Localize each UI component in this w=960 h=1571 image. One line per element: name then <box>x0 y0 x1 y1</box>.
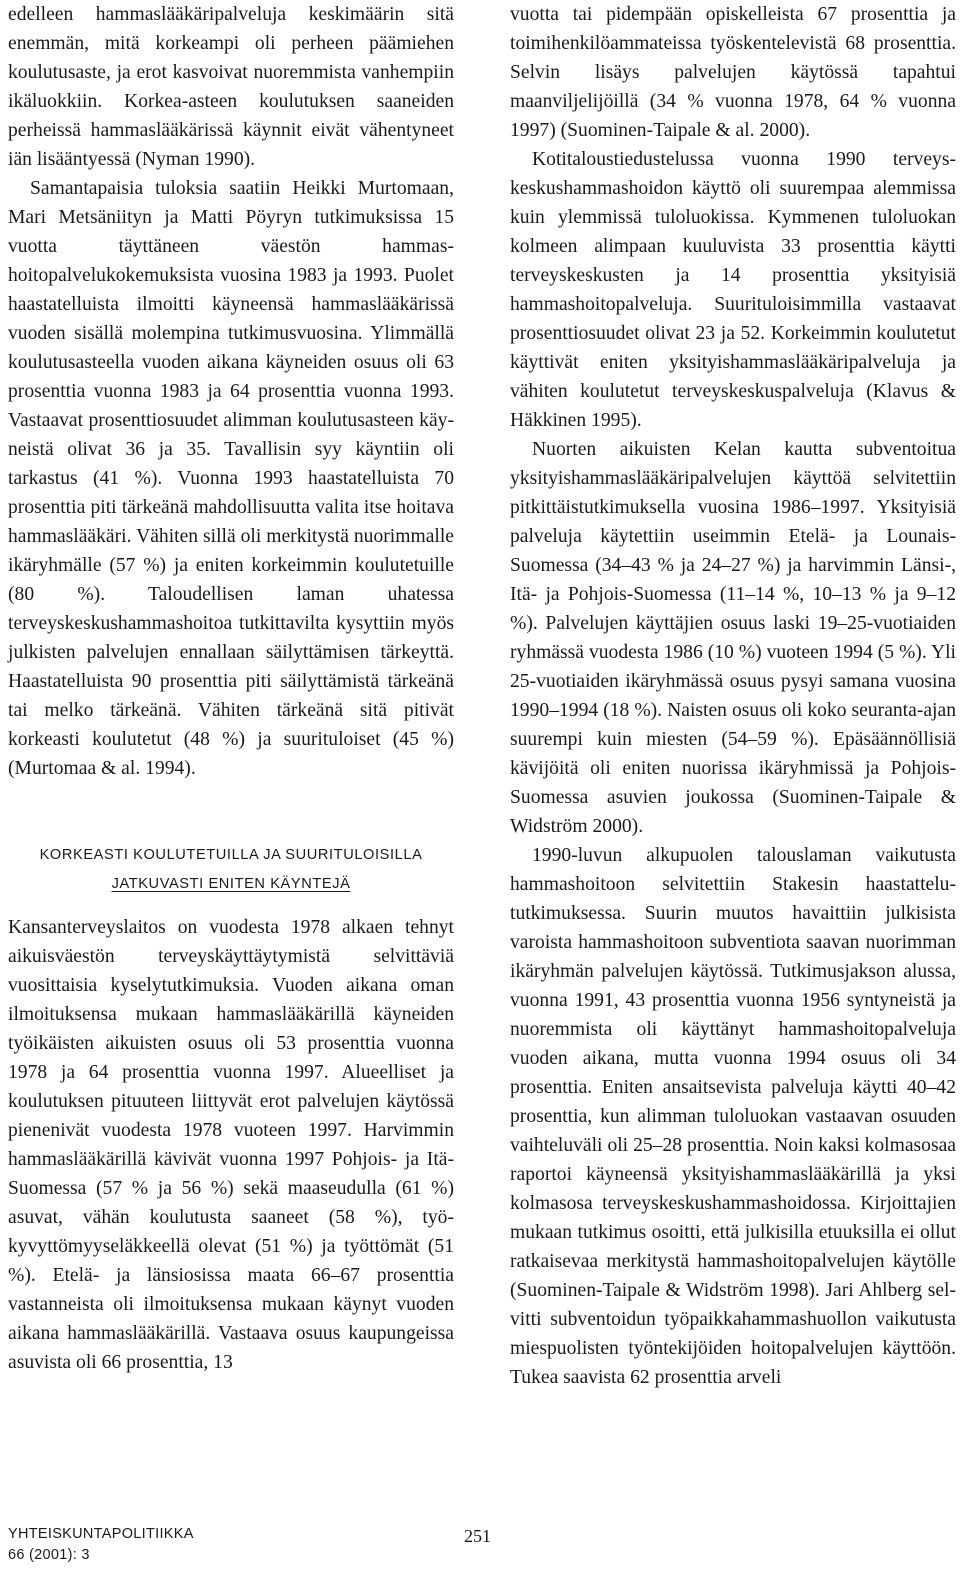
left-paragraph-continuation: edelleen hammaslääkäripalveluja keskimäärin sitä enemmän, mitä korkeampi oli perheen päämiehen koulutusaste, ja erot kasvoivat nuoremmista vanhempiin ikäluokkiin. Korkea-asteen koulutuksen saaneiden perheissä hammaslääkärissä käynnit eivät vähentyneet iän lisääntyessä (Nyman 1990). <box>8 4 454 170</box>
right-paragraph-continuation: vuotta tai pidempään opiskelleista 67 prosenttia ja toimihenkilöammateissa työskentelevistä 68 prosenttia. Selvin lisäys palvelujen käytössä tapahtui maanviljelijöillä (34 % vuonna 1978, 64 % vuonna 1997) (Suominen-Taipale & al. 2000). <box>510 4 956 141</box>
journal-issue: 66 (2001): 3 <box>8 1547 90 1563</box>
right-paragraph-talouslama: 1990-luvun alkupuolen talouslaman vaikutusta hammashoitoon selvitettiin Stakesin haastattelututkimuksessa. Suurin muutos havaittiin julkisista varoista hammashoitoon subventiota saavan nuorimman ikäryhmän palvelujen käytössä. Tutkimusjakson alussa, vuonna 1991, 43 prosenttia vuonna 1956 syntyneistä ja nuoremmista oli käyttänyt hammashoitopalveluja vuoden aikana, mutta vuonna 1994 osuus oli 34 prosenttia. Eniten ansaitsevista palveluja käytti 40–42 prosenttia, kun alimman tuloluokan vastaavan osuuden vaihteluväli oli 25–28 prosenttia. Noin kaksi kolmasosaa raportoi käyneensä yksityishammaslääkärillä ja yksi kolmasosa terveyskeskushammashoidossa. Kirjoittajien mukaan tutkimus osoitti, että julkisilla etuuksilla ei ollut ratkaisevaa merkitystä hammashoitopalvelujen käytölle (Suominen-Taipale & Widström 1998). Jari Ahlberg selvitti subventoidun työpaikkahammashuollon vaikutusta miespuolisten työntekijöiden hoitopalvelujen käyttöön. Tukea saavista 62 prosenttia arveli <box>510 845 956 1388</box>
journal-footer <box>8 1524 194 1566</box>
left-paragraph-kansanterveyslaitos: Kansanterveyslaitos on vuodesta 1978 alkaen tehnyt aikuisväestön terveyskäyttäytymistä selvittäviä vuosittaisia kyselytutkimuksia. Vuoden aikana oman ilmoituksensa mukaan hammaslääkärillä käyneiden työikäisten aikuisten osuus oli 53 prosenttia vuonna 1978 ja 64 prosenttia vuonna 1997. Alueelliset ja koulutuksen pituuteen liittyvät erot palvelujen käytössä pienenivät vuodesta 1978 vuoteen 1997. Harvimmin hammaslääkärillä kävivät vuonna 1997 Pohjois- ja Itä-Suomessa (57 % ja 56 %) sekä maaseudulla (61 %) asuvat, vähän koulutusta saaneet (58 %), työkyvyttömyyseläkkeellä olevat (51 %) ja työttömät (51 %). Etelä- ja länsiosissa maata 66–67 prosenttia vastanneista oli ilmoituksensa mukaan käynyt vuoden aikana hammaslääkärillä. Vastaava osuus kaupungeissa asuvista oli 66 prosenttia, 13 <box>8 917 454 1373</box>
left-text-column <box>8 0 454 1377</box>
right-paragraph-kotitaloustiedustelu: Kotitaloustiedustelussa vuonna 1990 terveyskeskushammashoidon käyttö oli suurempaa alemmissa kuin ylemmissä tuloluokissa. Kymmenen tuloluokan kolmeen alimpaan kuuluvista 33 prosenttia käytti terveyskeskusten ja 14 prosenttia yksityisiä hammashoitopalveluja. Suurituloisimmilla vastaavat prosenttiosuudet olivat 23 ja 52. Korkeimmin koulutetut käyttivät eniten yksityishammaslääkäripalveluja ja vähiten koulutetut terveyskeskuspalveluja (Klavus & Häkkinen 1995). <box>510 149 956 431</box>
page-number: 251 <box>464 1526 491 1546</box>
right-text-column <box>510 0 956 1392</box>
right-paragraph-kela: Nuorten aikuisten Kelan kautta subventoitua yksityishammaslääkäripalvelujen käyttöä selvitettiin pitkittäistutkimuksella vuosina 1986–1997. Yksityisiä palveluja käytettiin useimmin Etelä- ja Lounais-Suomessa (34–43 % ja 24–27 %) ja harvimmin Länsi-, Itä- ja Pohjois-Suomessa (11–14 %, 10–13 % ja 9–12 %). Palvelujen käyttäjien osuus laski 19–25-vuotiaiden ryhmässä vuodesta 1986 (10 %) vuoteen 1994 (5 %). Yli 25-vuotiaiden ikäryhmässä osuus pysyi samana vuosina 1990–1994 (18 %). Naisten osuus oli koko seuranta-ajan suurempi kuin miesten (54–59 %). Epäsäännöllisiä kävijöitä oli eniten nuorissa ikäryhmissä ja Pohjois-Suomessa asuvien joukossa (Suominen-Taipale & Widström 2000). <box>510 439 956 837</box>
section-heading-line-1: KORKEASTI KOULUTETUILLA JA SUURITULOISILLA <box>39 847 423 863</box>
section-heading <box>8 841 454 899</box>
journal-name: YHTEISKUNTAPOLITIIKKA <box>8 1526 194 1542</box>
left-paragraph-murtomaa: Samantapaisia tuloksia saatiin Heikki Murtomaan, Mari Metsäniityn ja Matti Pöyryn tutkimuksissa 15 vuotta täyttäneen väestön hammashoitopalvelukokemuksista vuosina 1983 ja 1993. Puolet haastatelluista ilmoitti käyneensä hammaslääkärissä vuoden sisällä molempina tutkimusvuosina. Ylimmällä koulutusasteella vuoden aikana käyneiden osuus oli 63 prosenttia vuonna 1983 ja 64 prosenttia vuonna 1993. Vastaavat prosenttiosuudet alimman koulutusasteen käyneistä olivat 36 ja 35. Tavallisin syy käyntiin oli tarkastus (41 %). Vuonna 1993 haastatelluista 70 prosenttia piti tärkeänä mahdollisuutta valita itse hoitava hammaslääkäri. Vähiten sillä oli merkitystä nuorimmalle ikäryhmälle (57 %) ja eniten korkeimmin koulutetuille (80 %). Taloudellisen laman uhatessa terveyskeskushammashoitoa tutkittavilta kysyttiin myös julkisten palvelujen ennallaan säilyttämisen tärkeyttä. Haastatelluista 90 prosenttia piti säilyttämistä tärkeänä tai melko tärkeänä. Vähiten tärkeänä sitä pitivät korkeasti koulutetut (48 %) ja suurituloiset (45 %) (Murtomaa & al. 1994). <box>8 178 454 779</box>
section-heading-line-2: JATKUVASTI ENITEN KÄYNTEJÄ <box>111 876 351 892</box>
